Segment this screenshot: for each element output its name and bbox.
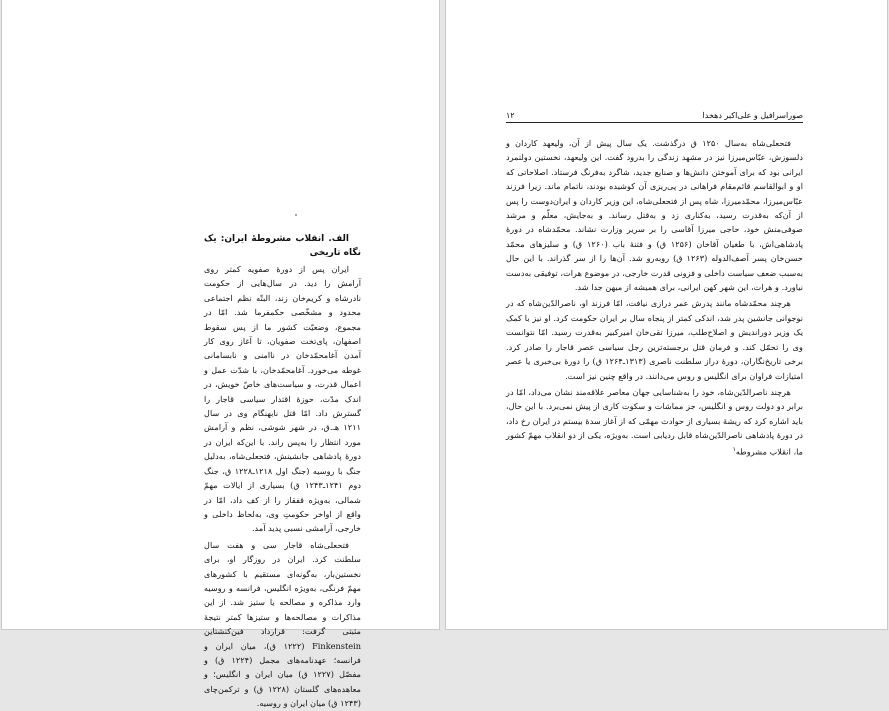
left-paragraph-1: ایران پس از دورهٔ صفویه کمتر روی آرامش را دید. در سال‌هایی از حکومت نادرشاه و کریم‌خان زند، البتّه نظم اجتماعی محدود و مشخّصی حکمفرما شد. امّا در مجموع، وضعیّت کشور ما از پس سقوط اصفهان، پای‌تخت صفویان، تا آغاز روی کار آمدن آغامحمّدخان در ناامنی و نابسامانی غوطه می‌خورد. آغامحمّدخان، با شدّت عمل و اعمال قدرت، و سیاست‌های خاصّ خویش، در اندک مدّت، حوزهٔ اقتدار سیاسی قاجار را گسترش داد. امّا قتل نابهنگام وی در سال ۱۲۱۱ هـ.ق، در شهر شوشی، نظم و آرامش مورد انتظار را به‌پس راند. با این‌که ایران در دورهٔ پادشاهی جانشینش، فتحعلی‌شاه، به‌دلیل جنگ با روسیه (جنگ اول ۱۲۱۸ـ۱۲۲۸ ق، جنگ دوم ۱۲۴۱ـ۱۲۴۳ ق) بسیاری از ایالات مهمّ شمالی، به‌ویژه قفقاز را از کف داد، امّا در واقع از اواخر حکومتِ وی، به‌لحاظ داخلی و خارجی، آرامشی نسبی پدید آمد. [204,264,361,534]
left-page [2,0,439,709]
right-paragraph-2: هرچند محمّدشاه مانند پدرش عمر درازی نیافت، امّا فرزند او، ناصرالدّین‌شاه که در نوجوانی جانشین پدر شد، اندکی کمتر از پنجاه سال بر ایران حکومت کرد. او نیز با کمک یک وزیر دوراندیش و اصلاح‌طلب، میرزا تقی‌خان امیرکبیر به‌قدرت رسید. امّا نتوانست وی را تحمّل کند. و فرمان قتل برجسته‌ترین رجل سیاسی عصر قاجار را صادر کرد. برخی تاریخ‌نگاران، دورهٔ دراز سلطنت ناصری (۱۳۱۳ـ۱۲۶۴ ق) را دورهٔ بی‌خبری یا عصر امتیازات فراوان برای انگلیس و روس می‌دانند. در واقع چنین نیز است. [506,298,803,381]
scan-speck [295,214,297,216]
right-paragraph-1: فتحعلی‌شاه به‌سال ۱۲۵۰ ق درگذشت. یک سال پیش از آن، ولیعهد کاردان و دلسوزش، عبّاس‌میرزا نیز در مشهد زندگی را بدرود گفت. این ولیعهد، نخستین دولتمرد ایرانی بود که برای آموختن دانش‌ها و صنایع جدید، شاگرد به‌فرنگ فرستاد. اصلاحاتی که او و ابوالقاسم قائم‌مقام فراهانی در پی‌ریزی آن کوشیده بودند، ناتمام ماند. زیرا فرزند عبّاس‌میرزا، محمّدمیرزا، شاه پس از فتحعلی‌شاه، این وزیر کاردان و ایران‌دوست را پس از آن‌که به‌قدرت رسید، به‌کناری زد و به‌قتل رساند. و به‌جایش، معلّم و مرشد صوفی‌منش خود، حاجی میرزا آقاسی را بر سریر وزارت نشاند. محمّدشاه در دورهٔ پادشاهی‌اش، با طغیان آقاخان (۱۲۵۶ ق) و فتنهٔ باب (۱۲۶۰ ق) و سلیزهای محمّد حسن‌خان پسر آصف‌الدوله (۱۲۶۳ ق) روبه‌رو شد. آن‌ها را از سر گذراند. با این حال به‌سبب ضعف سیاست داخلی و فزونی قدرت خارجی، در موضوع هرات، توفیقی به‌دست نیاورد. و هرات، این شهر کهن ایرانی، برای همیشه از میهن جدا شد. [506,138,803,293]
right-page [446,0,887,629]
right-paragraph-3 [506,385,803,459]
left-paragraph-2: فتحعلی‌شاه قاجار سی و هفت سال سلطنت کرد. ایران در روزگار او، برای نخستین‌بار، به‌گونه‌ای مستقیم با کشورهای مهمّ فرنگی، به‌ویژه انگلیس، فرانسه و روسیه وارد مذاکره و مصالحه یا ستیز شد. از این مذاکرات و مصالحه‌ها و ستیزها کمتر نتیجهٔ مثبتی گرفت: قرارداد فین‌کنشتاین Finkenstein (۱۲۲۲ ق)، میان ایران و فرانسه؛ عهدنامه‌های مجمل (۱۲۲۴ ق) و مفصّل (۱۲۲۷ ق) میان ایران و انگلیس؛ و معاهده‌های گلستان (۱۲۲۸ ق) و ترکمن‌چای (۱۲۴۳ ق) میان ایران و روسیه. [204,539,362,709]
running-title: صوراسرافیل و علی‌اکبر دهخدا [702,111,803,120]
right-page-body [506,136,803,556]
page-number: ۱۲ [506,111,515,120]
footnote-marker[interactable]: ۱ [732,445,736,453]
left-page-body [204,232,362,709]
running-header [506,108,803,123]
right-paragraph-3-text: هرچند ناصرالدّین‌شاه، خود را به‌شناسایی جهان معاصر علاقه‌مند نشان می‌داد، امّا در برابر دو دولت روس و انگلیس، جز مماشات و سکوت کاری از پیش نمی‌برد. با این حال، باید اشاره کرد که ریشهٔ بسیاری از حوادث مهمّی که از آغاز سدهٔ بیستم در ایران رخ داد، در دورهٔ پادشاهی ناصرالدّین‌شاه قابل ردیابی است. به‌ویژه، یکی از دو انقلاب مهمّ کشور ما، انقلاب مشروطه [506,386,803,457]
section-heading: الف. انقلاب مشروطهٔ ایران: یک نگاه تاریخی [204,234,361,258]
